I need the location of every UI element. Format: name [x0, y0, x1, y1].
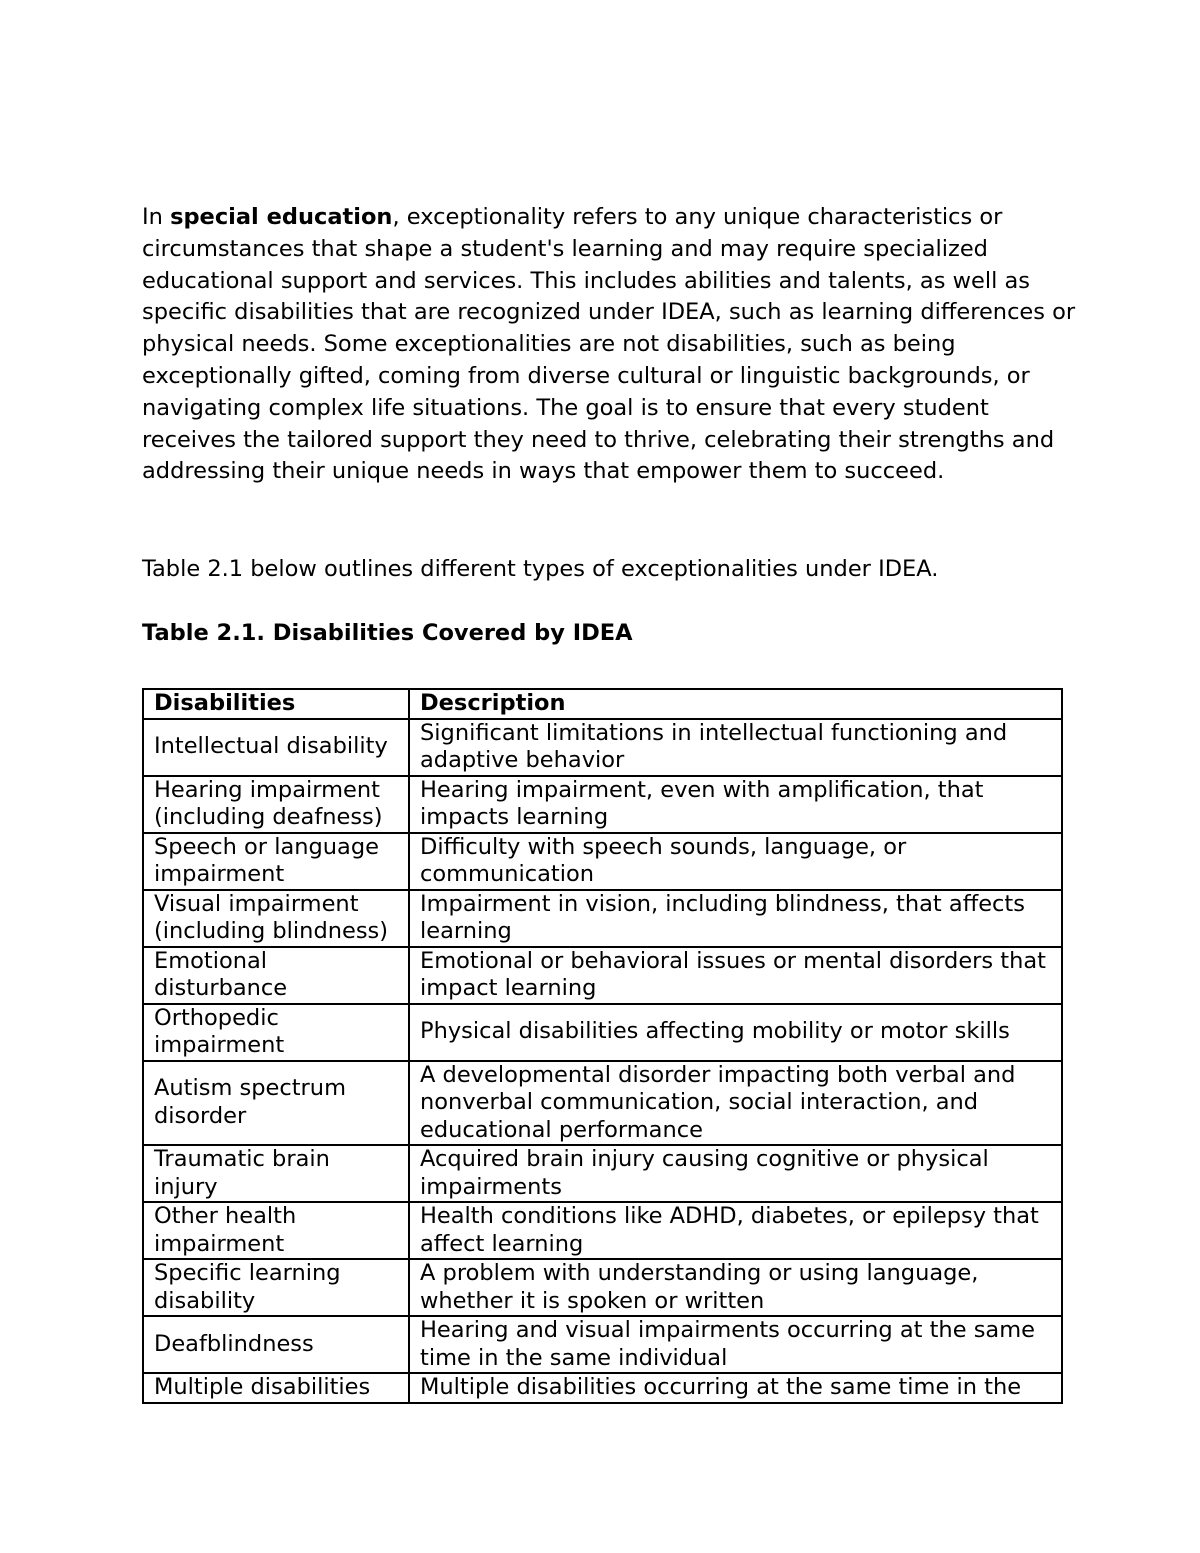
description-cell: Physical disabilities affecting mobility or motor skills [409, 1004, 1062, 1061]
table-lead-sentence: Table 2.1 below outlines different types of exceptionalities under IDEA. [142, 556, 939, 582]
disabilities-table [142, 688, 1063, 1404]
description-cell: Difficulty with speech sounds, language, or communication [409, 833, 1062, 890]
table-row [143, 1259, 1062, 1316]
table-row [143, 1061, 1062, 1146]
table-row [143, 719, 1062, 776]
disability-cell: Emotional disturbance [143, 947, 409, 1004]
description-cell: A problem with understanding or using language, whether it is spoken or written [409, 1259, 1062, 1316]
description-cell: A developmental disorder impacting both verbal and nonverbal communication, social interaction, and educational performance [409, 1061, 1062, 1146]
table-row [143, 1316, 1062, 1373]
disability-cell: Other health impairment [143, 1202, 409, 1259]
description-cell: Hearing and visual impairments occurring at the same time in the same individual [409, 1316, 1062, 1373]
table-row [143, 1004, 1062, 1061]
description-cell: Impairment in vision, including blindness, that affects learning [409, 890, 1062, 947]
intro-bold-term: special education [170, 204, 393, 230]
table-header-row [143, 689, 1062, 719]
description-cell: Significant limitations in intellectual functioning and adaptive behavior [409, 719, 1062, 776]
table-row [143, 890, 1062, 947]
table-row [143, 1202, 1062, 1259]
intro-paragraph [142, 202, 1082, 488]
disability-cell: Speech or language impairment [143, 833, 409, 890]
description-cell: Multiple disabilities occurring at the same time in the [409, 1373, 1062, 1403]
intro-prefix: In [142, 204, 171, 230]
table-caption: Table 2.1. Disabilities Covered by IDEA [142, 620, 633, 646]
disability-cell: Specific learning disability [143, 1259, 409, 1316]
table-row [143, 1145, 1062, 1202]
description-cell: Acquired brain injury causing cognitive or physical impairments [409, 1145, 1062, 1202]
column-header-disabilities: Disabilities [143, 689, 409, 719]
table-row [143, 947, 1062, 1004]
intro-body: , exceptionality refers to any unique characteristics or circumstances that shape a student's learning and may require specialized educational support and services. This includes abilities and talents, as well as specific disabilities that are recognized under IDEA, such as learning differences or physical needs. Some exceptionalities are not disabilities, such as being exceptionally gifted, coming from diverse cultural or linguistic backgrounds, or navigating complex life situations. The goal is to ensure that every student receives the tailored support they need to thrive, celebrating their strengths and addressing their unique needs in ways that empower them to succeed. [142, 204, 1076, 485]
description-cell: Emotional or behavioral issues or mental disorders that impact learning [409, 947, 1062, 1004]
column-header-description: Description [409, 689, 1062, 719]
disability-cell: Visual impairment (including blindness) [143, 890, 409, 947]
disability-cell: Orthopedic impairment [143, 1004, 409, 1061]
description-cell: Hearing impairment, even with amplification, that impacts learning [409, 776, 1062, 833]
table-row [143, 833, 1062, 890]
disability-cell: Multiple disabilities [143, 1373, 409, 1403]
table-row [143, 776, 1062, 833]
table-row [143, 1373, 1062, 1403]
disability-cell: Hearing impairment (including deafness) [143, 776, 409, 833]
disability-cell: Deafblindness [143, 1316, 409, 1373]
disability-cell: Autism spectrum disorder [143, 1061, 409, 1146]
disability-cell: Traumatic brain injury [143, 1145, 409, 1202]
description-cell: Health conditions like ADHD, diabetes, or epilepsy that affect learning [409, 1202, 1062, 1259]
disability-cell: Intellectual disability [143, 719, 409, 776]
